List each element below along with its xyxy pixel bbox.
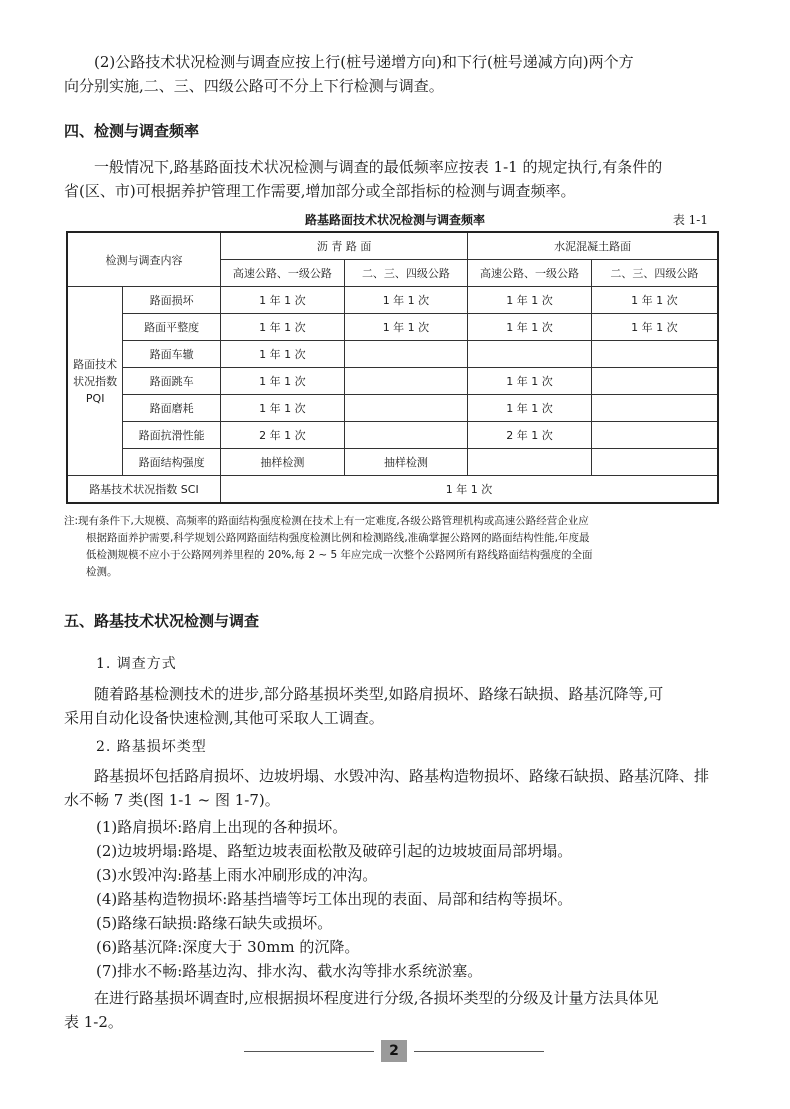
header-asphalt: 沥 青 路 面 (221, 232, 468, 260)
header-content-cell: 检测与调查内容 (67, 232, 221, 287)
list-item: (2)边坡坍塌:路堤、路堑边坡表面松散及破碎引起的边坡坡面局部坍塌。 (96, 842, 573, 860)
cell: 1 年 1 次 (468, 368, 592, 395)
subsection-1-paragraph (64, 682, 726, 730)
subsection-2-line-2: 水不畅 7 类(图 1-1 ~ 图 1-7)。 (64, 791, 280, 809)
page-number: 2 (381, 1040, 407, 1062)
footer-rule-right (414, 1051, 544, 1052)
subsection-1-line-1: 随着路基检测技术的进步,部分路基损坏类型,如路肩损坏、路缘石缺损、路基沉降等,可 (94, 685, 664, 703)
page-footer (0, 1040, 790, 1064)
cell (591, 395, 718, 422)
cell: 1 年 1 次 (591, 287, 718, 314)
cell: 1 年 1 次 (344, 287, 468, 314)
pqi-label-line: 路面技术 (73, 357, 118, 371)
section-4-line-1: 一般情况下,路基路面技术状况检测与调查的最低频率应按表 1-1 的规定执行,有条件的 (94, 158, 663, 176)
table-note (64, 513, 734, 581)
cell: 1 年 1 次 (221, 395, 345, 422)
subsection-2-paragraph (64, 764, 726, 812)
table-title: 路基路面技术状况检测与调查频率 (304, 213, 485, 227)
cell: 1 年 1 次 (221, 368, 345, 395)
section-4-paragraph (64, 155, 726, 203)
header-asphalt-high: 高速公路、一级公路 (221, 260, 345, 287)
cell: 1 年 1 次 (591, 314, 718, 341)
cell: 1 年 1 次 (221, 287, 345, 314)
subsection-1-title: 1. 调查方式 (96, 656, 177, 672)
closing-line-1: 在进行路基损坏调查时,应根据损坏程度进行分级,各损坏类型的分级及计量方法具体见 (94, 989, 659, 1007)
list-item: (5)路缘石缺损:路缘石缺失或损坏。 (96, 914, 333, 932)
section-4-heading: 四、检测与调查频率 (64, 122, 200, 140)
cell (591, 341, 718, 368)
cell: 2 年 1 次 (468, 422, 592, 449)
list-item: (3)水毁冲沟:路基上雨水冲刷形成的冲沟。 (96, 866, 378, 884)
cell (591, 422, 718, 449)
list-item: (7)排水不畅:路基边沟、排水沟、截水沟等排水系统淤塞。 (96, 962, 483, 980)
row-name: 路面车辙 (123, 341, 221, 368)
subsection-1-line-2: 采用自动化设备快速检测,其他可采取人工调查。 (64, 709, 384, 727)
row-name: 路面抗滑性能 (123, 422, 221, 449)
cell: 1 年 1 次 (221, 341, 345, 368)
note-line: 检测。 (86, 566, 118, 578)
note-line: 根据路面养护需要,科学规划公路网路面结构强度检测比例和检测路线,准确掌握公路网的路面结构性能,年度最 (86, 532, 590, 544)
cell: 抽样检测 (344, 449, 468, 476)
row-name: 路面磨耗 (123, 395, 221, 422)
section-5-heading: 五、路基技术状况检测与调查 (64, 612, 260, 630)
table-number: 表 1-1 (672, 213, 708, 227)
cell (591, 368, 718, 395)
cell (344, 341, 468, 368)
header-concrete-high: 高速公路、一级公路 (468, 260, 592, 287)
row-name: 路面结构强度 (123, 449, 221, 476)
subsection-2-title: 2. 路基损坏类型 (96, 739, 207, 755)
cell: 抽样检测 (221, 449, 345, 476)
cell (344, 395, 468, 422)
section-4-line-2: 省(区、市)可根据养护管理工作需要,增加部分或全部指标的检测与调查频率。 (64, 182, 576, 200)
closing-line-2: 表 1-2。 (64, 1013, 123, 1031)
cell: 1 年 1 次 (344, 314, 468, 341)
cell (344, 368, 468, 395)
table-caption (64, 210, 726, 230)
intro-line-1: (2)公路技术状况检测与调查应按上行(桩号递增方向)和下行(桩号递减方向)两个方 (94, 53, 634, 71)
cell (468, 449, 592, 476)
cell: 1 年 1 次 (468, 287, 592, 314)
row-name: 路面平整度 (123, 314, 221, 341)
sci-label: 路基技术状况指数 SCI (67, 476, 221, 504)
header-concrete: 水泥混凝土路面 (468, 232, 718, 260)
cell: 1 年 1 次 (468, 395, 592, 422)
cell (468, 341, 592, 368)
subsection-2-line-1: 路基损坏包括路肩损坏、边坡坍塌、水毁冲沟、路基构造物损坏、路缘石缺损、路基沉降、排 (94, 767, 710, 785)
list-item: (6)路基沉降:深度大于 30mm 的沉降。 (96, 938, 360, 956)
row-name: 路面跳车 (123, 368, 221, 395)
cell: 1 年 1 次 (468, 314, 592, 341)
list-item: (1)路肩损坏:路肩上出现的各种损坏。 (96, 818, 348, 836)
header-asphalt-low: 二、三、四级公路 (344, 260, 468, 287)
list-item: (4)路基构造物损坏:路基挡墙等圬工体出现的表面、局部和结构等损坏。 (96, 890, 573, 908)
cell (591, 449, 718, 476)
row-name: 路面损坏 (123, 287, 221, 314)
note-line: 低检测规模不应小于公路网列养里程的 20%,每 2 ~ 5 年应完成一次整个公路网所有路线路面结构强度的全面 (86, 549, 593, 561)
closing-paragraph (64, 986, 726, 1034)
cell (344, 422, 468, 449)
sci-value: 1 年 1 次 (221, 476, 718, 504)
note-line: 注:现有条件下,大规模、高频率的路面结构强度检测在技术上有一定难度,各级公路管理机构或高速公路经营企业应 (64, 515, 589, 527)
intro-line-2: 向分别实施,二、三、四级公路可不分上下行检测与调查。 (64, 77, 444, 95)
pqi-label-line: PQI (85, 391, 105, 405)
pqi-label-cell (67, 287, 123, 476)
cell: 2 年 1 次 (221, 422, 345, 449)
intro-paragraph (64, 50, 726, 98)
frequency-table (66, 231, 719, 504)
header-concrete-low: 二、三、四级公路 (591, 260, 718, 287)
footer-rule-left (244, 1051, 374, 1052)
cell: 1 年 1 次 (221, 314, 345, 341)
pqi-label-line: 状况指数 (73, 374, 118, 388)
